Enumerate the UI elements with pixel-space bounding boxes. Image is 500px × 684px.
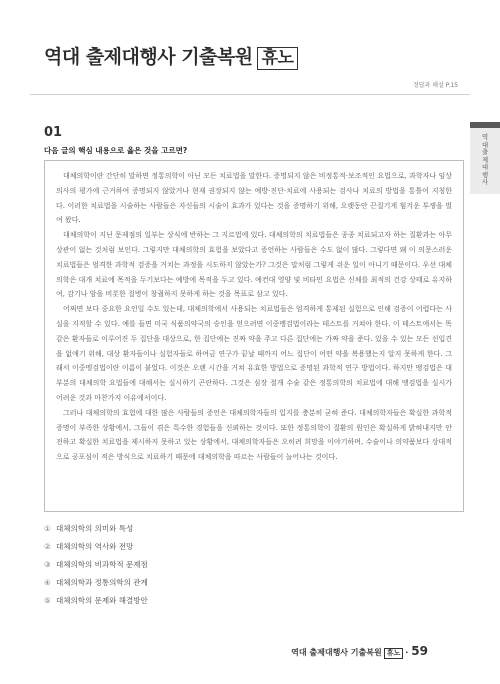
page-footer: 역대 출제대행사 기출복원 휴노 · 59 (291, 644, 428, 658)
footer-prefix: 역대 출제대행사 기출복원 (291, 648, 382, 657)
section-side-tab (470, 122, 500, 194)
publisher-badge: 휴노 (257, 47, 299, 70)
choice-text: 대체의학의 의미와 특성 (56, 524, 134, 533)
answer-choices (44, 520, 148, 610)
choice-number: ② (44, 542, 51, 551)
page-number: 59 (411, 644, 428, 658)
choice-text: 대체의학의 역사와 전망 (56, 542, 134, 551)
side-tab-bar (470, 122, 500, 128)
choice-number: ④ (44, 578, 51, 587)
choice-number: ⑤ (44, 596, 51, 605)
passage-paragraph: 어쩌면 보다 중요한 요인일 수도 있는데, 대체의학에서 사용되는 치료법들은 엄격하게 통제된 실험으로 인해 검증이 어렵다는 사실을 지적할 수 있다. 예를 들면 미국 식품의약국의 승인을 얻으려면 이중맹검법이라는 테스트를 거쳐야 한다. 이 테스트에서는 똑같은 환자들로 이루어진 두 집단을 대상으로, 한 집단에는 진짜 약을 주고 다른 집단에는 가짜 약을 준다. 있을 수 있는 모든 선입견을 없애기 위해, 대상 환자들이나 실험자들로 하여금 연구가 끝날 때까지 어느 집단이 어떤 약을 복용했는지 알지 못하게 한다. 그래서 이중맹검법이란 이름이 붙었다. 이것은 오랜 시간을 거쳐 유효한 방법으로 증명된 과학적 연구 방법이다. 하지만 맹검법은 대부분의 대체의학 요법들에 대해서는 실시하기 곤란하다. 그것은 심장 절개 수술 같은 정통의학의 치료법에 대해 맹검법을 실시가 어려운 것과 마찬가지 이유에서이다. (56, 305, 452, 402)
passage-paragraph: 대체의학이 지닌 문제점의 일부는 상식에 반하는 그 지르법에 있다. 대체의학의 치료법들은 종종 치료되고자 하는 질환과는 아무 상관이 없는 것처럼 보인다. 그렇지만 대체의학의 효험을 보았다고 증언하는 사람들은 수도 없이 많다. 그렇다면 왜 이 의문스러운 치료법들은 엄격한 과학적 검증을 거치는 과정을 시도하지 않았는가? 그것은 말처럼 그렇게 쉬운 일이 아니기 때문이다. 우선 대체의학은 대개 치료에 목적을 두기보다는 예방에 목적을 두고 있다. 예컨대 영양 및 비타민 요법은 신체를 최적의 건강 상태로 유지하여, 감기나 암을 비롯한 질병이 창궐하지 못하게 하는 것을 목표로 삼고 있다. (56, 231, 452, 299)
page-title-text: 역대 출제대행사 기출복원 (44, 46, 253, 68)
passage-paragraph: 그러나 대체의학의 효험에 대한 많은 사람들의 증언은 대체의학자들의 입지를 충분히 굳혀 준다. 대체의학자들은 확실한 과학적 증명이 부족한 상황에서, 그들이 겪은 특수한 경험들을 신뢰하는 것이다. 또한 정통의학이 질환의 원인은 확실하게 밝혀내지만 안전하고 확실한 치료법을 제시하지 못하고 있는 상황에서, 대체의학자들은 오히려 희망을 이야기하며, 수술이나 의약품보다 상대적으로 공포심이 적은 방식으로 치료하기 때문에 대체의학을 따르는 사람들이 늘어나는 것이다. (56, 408, 452, 462)
passage-box (44, 160, 464, 512)
choice-text: 대체의학의 문제와 해결방안 (56, 596, 148, 605)
answer-reference: 정답과 해설 P.15 (412, 82, 458, 89)
question-number: 01 (44, 125, 63, 140)
choice-3[interactable] (44, 556, 148, 574)
question-prompt: 다음 글의 핵심 내용으로 옳은 것을 고르면? (44, 146, 188, 155)
choice-1[interactable] (44, 520, 148, 538)
choice-text: 대체의학의 비과학적 문제점 (56, 560, 148, 569)
side-tab-label: 역대 출제대행사 (481, 134, 489, 186)
passage-paragraph: 대체의학이란 간단히 말하면 정통의학이 아닌 모든 치료법을 말한다. 증명되지 않은 비정통적·보조적인 요법으로, 과학자나 임상의사의 평가에 근거하여 증명되지 않았거나 현재 권장되지 않는 예방·진단·치료에 사용되는 검사나 치료의 방법을 통틀어 지칭한다. 이러한 치료법을 시술하는 사람들은 자신들의 시술이 효과가 있다는 것을 증명하기 위해, 오랫동안 끈질기게 힘겨운 투쟁을 벌여 왔다. (56, 172, 452, 225)
choice-text: 대체의학과 정통의학의 관계 (56, 578, 148, 587)
choice-5[interactable] (44, 592, 148, 610)
footer-badge: 휴노 (384, 648, 404, 659)
choice-number: ③ (44, 560, 51, 569)
choice-4[interactable] (44, 574, 148, 592)
choice-2[interactable] (44, 538, 148, 556)
choice-number: ① (44, 524, 51, 533)
page-title (44, 42, 298, 70)
header-divider (30, 94, 470, 95)
